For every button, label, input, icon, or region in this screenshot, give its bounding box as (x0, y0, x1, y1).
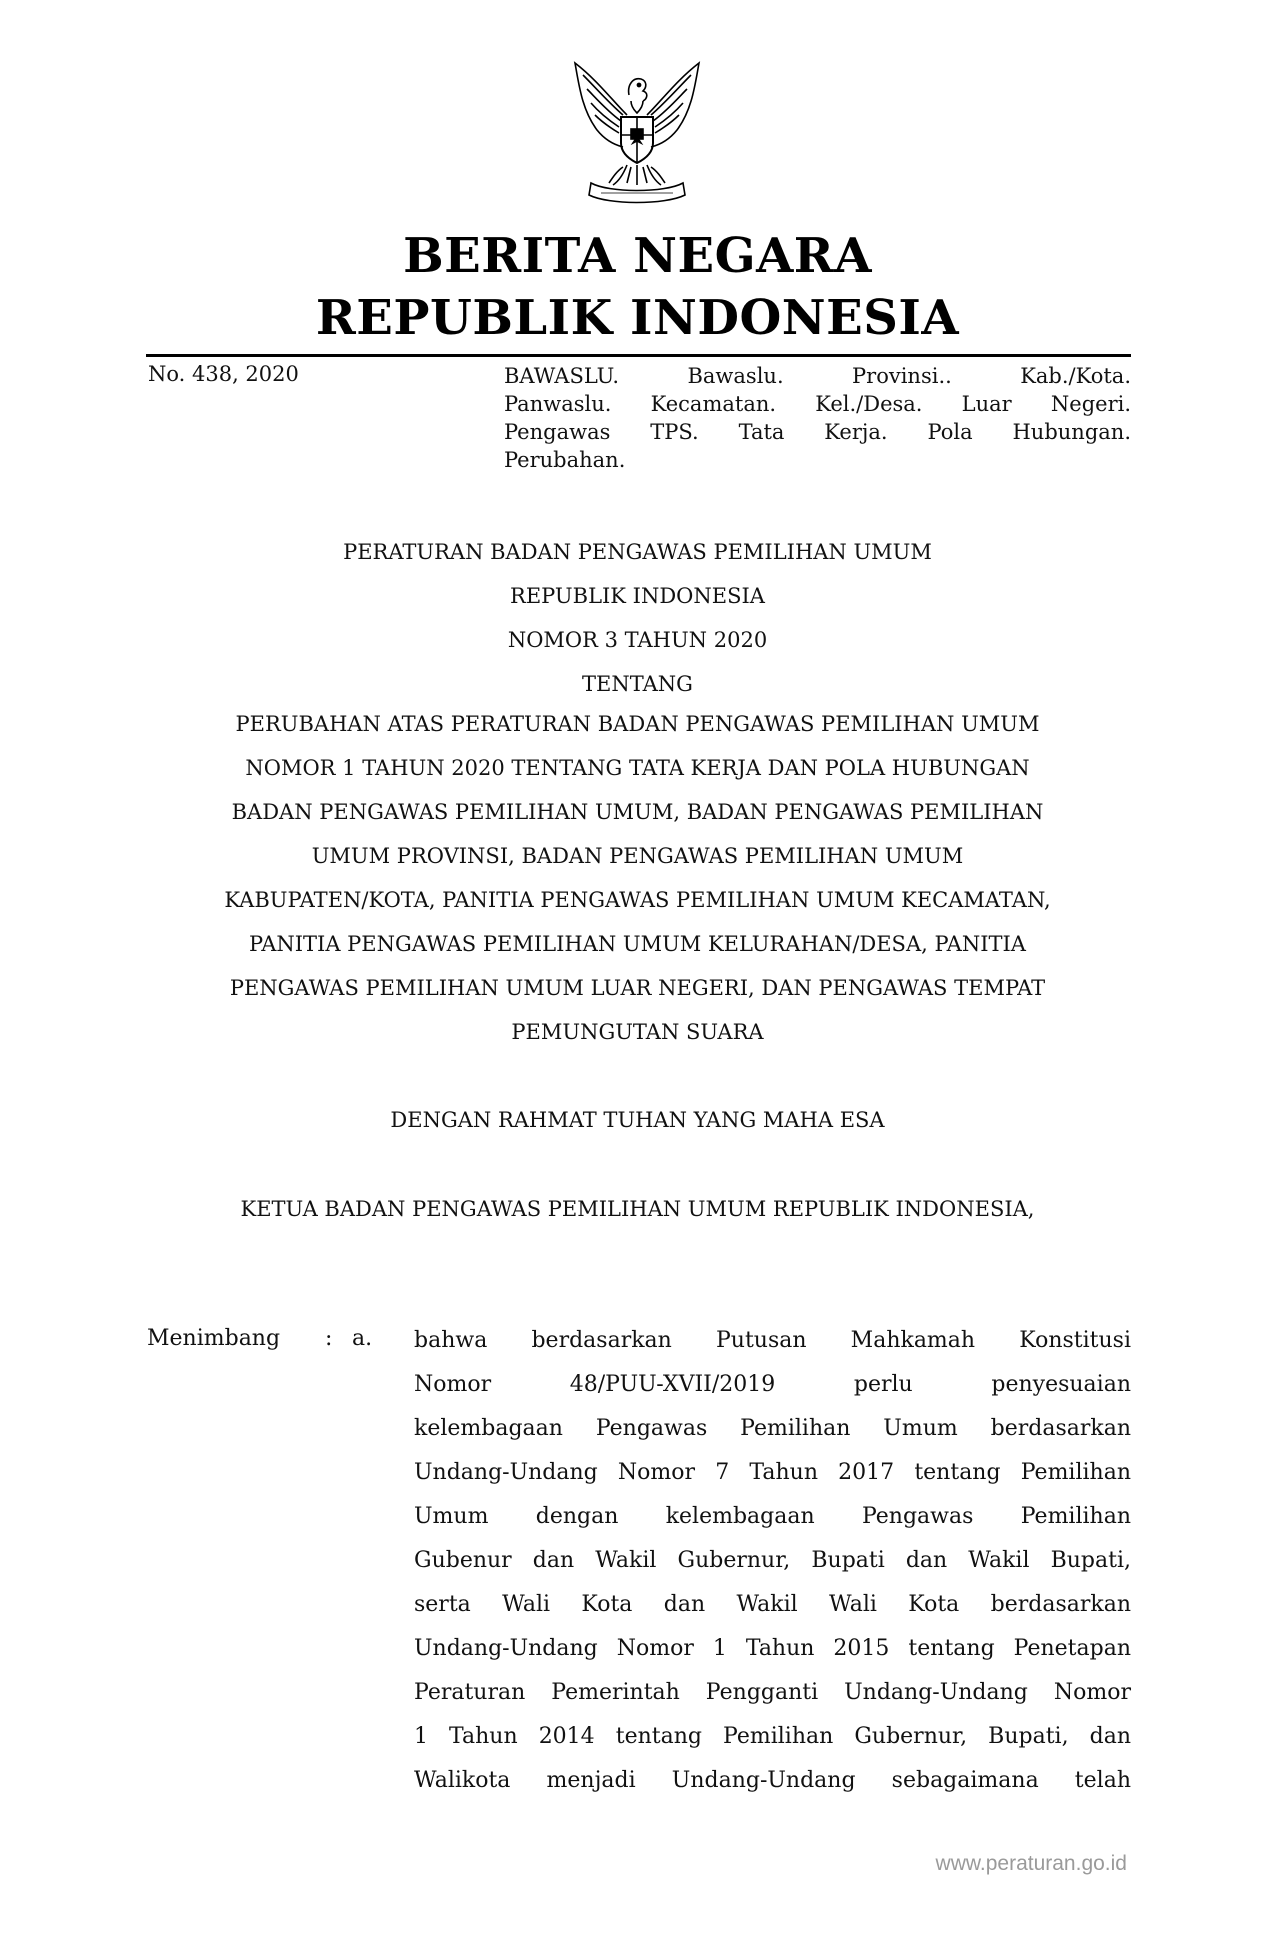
considering-line: Peraturan Pemerintah Pengganti Undang-Undang Nomor (414, 1680, 1131, 1705)
regulation-title (140, 702, 1135, 1054)
keywords-line: BAWASLU. Bawaslu. Provinsi.. Kab./Kota. (504, 364, 1131, 388)
considering-line: Undang-Undang Nomor 7 Tahun 2017 tentang Pemilihan (414, 1460, 1131, 1485)
issuer: KETUA BADAN PENGAWAS PEMILIHAN UMUM REPUBLIK INDONESIA, (240, 1197, 1035, 1221)
considering-line: Undang-Undang Nomor 1 Tahun 2015 tentang Penetapan (414, 1636, 1131, 1661)
invocation: DENGAN RAHMAT TUHAN YANG MAHA ESA (390, 1108, 885, 1132)
regulation-title-line: PERUBAHAN ATAS PERATURAN BADAN PENGAWAS PEMILIHAN UMUM (235, 712, 1040, 736)
masthead-title-line1: BERITA NEGARA (403, 228, 872, 284)
regulation-title-line: PEMUNGUTAN SUARA (511, 1020, 764, 1044)
regulation-title-line: PANITIA PENGAWAS PEMILIHAN UMUM KELURAHAN/DESA, PANITIA (249, 932, 1026, 956)
considering-item-text (414, 1326, 1131, 1810)
considering-item-letter: a. (352, 1326, 373, 1351)
masthead-title-line2: REPUBLIK INDONESIA (315, 290, 960, 346)
considering-line: bahwa berdasarkan Putusan Mahkamah Konstitusi (414, 1328, 1131, 1353)
considering-line: Umum dengan kelembagaan Pengawas Pemilihan (414, 1504, 1131, 1529)
garuda-emblem-icon (557, 55, 717, 215)
regulation-title-line: UMUM PROVINSI, BADAN PENGAWAS PEMILIHAN UMUM (311, 844, 964, 868)
keywords-line: Pengawas TPS. Tata Kerja. Pola Hubungan. (504, 420, 1131, 444)
keywords-block (504, 362, 1131, 474)
regulation-header-line: NOMOR 3 TAHUN 2020 (507, 628, 768, 652)
considering-colon: : (325, 1326, 333, 1351)
regulation-title-line: PENGAWAS PEMILIHAN UMUM LUAR NEGERI, DAN PENGAWAS TEMPAT (229, 976, 1046, 1000)
regulation-header-line: TENTANG (582, 672, 693, 696)
considering-line: Gubenur dan Wakil Gubernur, Bupati dan Wakil Bupati, (414, 1548, 1131, 1573)
keywords-line: Panwaslu. Kecamatan. Kel./Desa. Luar Negeri. (504, 392, 1131, 416)
considering-line: 1 Tahun 2014 tentang Pemilihan Gubernur, Bupati, dan (414, 1724, 1131, 1749)
considering-line: serta Wali Kota dan Wakil Wali Kota berdasarkan (414, 1592, 1131, 1617)
regulation-title-line: NOMOR 1 TAHUN 2020 TENTANG TATA KERJA DAN POLA HUBUNGAN (245, 756, 1030, 780)
masthead-divider (146, 354, 1131, 357)
regulation-header-line: PERATURAN BADAN PENGAWAS PEMILIHAN UMUM (343, 540, 932, 564)
regulation-header-line: REPUBLIK INDONESIA (510, 584, 765, 608)
keywords-line: Perubahan. (504, 448, 626, 472)
footer-website-link[interactable]: www.peraturan.go.id (935, 1852, 1127, 1875)
regulation-title-line: BADAN PENGAWAS PEMILIHAN UMUM, BADAN PENGAWAS PEMILIHAN (231, 800, 1044, 824)
considering-line: Walikota menjadi Undang-Undang sebagaimana telah (414, 1768, 1131, 1793)
regulation-title-line: KABUPATEN/KOTA, PANITIA PENGAWAS PEMILIHAN UMUM KECAMATAN, (224, 888, 1051, 912)
considering-label: Menimbang (147, 1326, 281, 1351)
considering-line: kelembagaan Pengawas Pemilihan Umum berdasarkan (414, 1416, 1131, 1441)
considering-line: Nomor 48/PUU-XVII/2019 perlu penyesuaian (414, 1372, 1131, 1397)
regulation-header (140, 530, 1135, 706)
issue-number: No. 438, 2020 (148, 362, 299, 386)
